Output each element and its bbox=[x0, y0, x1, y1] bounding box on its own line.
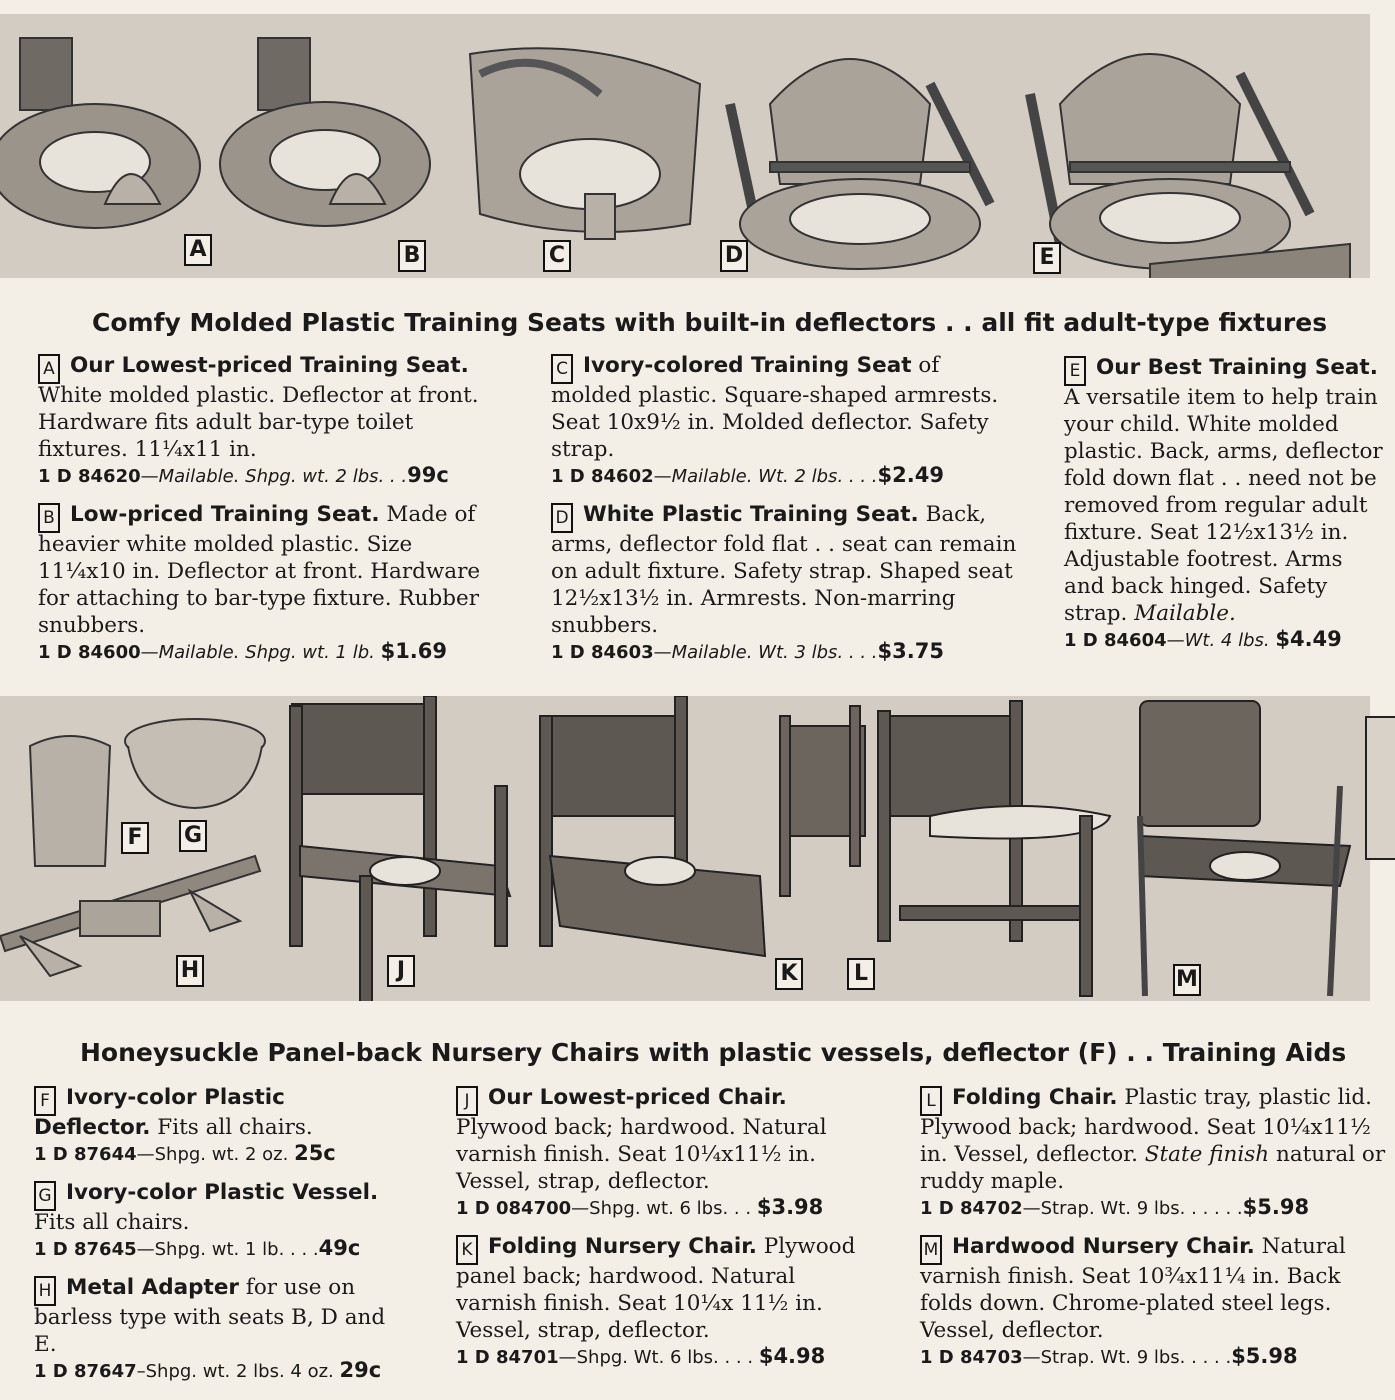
product-l-price: $5.98 bbox=[1242, 1195, 1310, 1219]
product-e-body: A versatile item to help train your child. White molded plastic. Back, arms, deflector fold down flat . . need not be removed from regular adult fixture. Seat 12½x13½ in. Adjustable footrest. Arms and back hinged. Safety strap. bbox=[1064, 385, 1383, 626]
product-e bbox=[1064, 354, 1388, 653]
product-e-mailable: Mailable. bbox=[1134, 601, 1236, 626]
product-d-note: —Mailable. Wt. 3 lbs. . . . bbox=[653, 642, 878, 663]
product-b-order bbox=[38, 639, 506, 665]
product-k-price: $4.98 bbox=[758, 1344, 826, 1368]
product-d-price: $3.75 bbox=[877, 639, 944, 663]
deflector-f-image bbox=[30, 736, 110, 866]
label-a: A bbox=[184, 234, 212, 266]
product-m-title: Hardwood Nursery Chair. bbox=[952, 1234, 1255, 1259]
product-e-price: $4.49 bbox=[1275, 627, 1342, 651]
product-l-note: —Strap. Wt. 9 lbs. . . . . . bbox=[1022, 1198, 1243, 1219]
product-f bbox=[34, 1084, 408, 1167]
label-k: K bbox=[775, 958, 803, 990]
product-h-order bbox=[34, 1358, 408, 1384]
chair-k-folded-image bbox=[780, 706, 865, 896]
product-l-body: Plastic tray, plastic lid. Plywood back; hardwood. Seat 10¼x11½ in. Vessel, deflector. bbox=[920, 1085, 1372, 1167]
label-m: M bbox=[1173, 964, 1201, 996]
seat-c-image bbox=[470, 48, 700, 239]
product-c-body: of molded plastic. Square-shaped armrests. Seat 10x9½ in. Molded deflector. Safety strap. bbox=[551, 353, 999, 462]
product-j bbox=[456, 1084, 874, 1221]
tag-d: D bbox=[551, 503, 573, 533]
product-d-code: 1 D 84603 bbox=[551, 642, 654, 663]
nursery-chairs-photo-band bbox=[0, 696, 1370, 1001]
section1-col2 bbox=[551, 352, 1017, 677]
product-j-order bbox=[456, 1195, 874, 1221]
section2-col1 bbox=[34, 1084, 408, 1396]
product-f-price: 25c bbox=[294, 1141, 336, 1165]
product-k-note: —Shpg. Wt. 6 lbs. . . . bbox=[558, 1347, 754, 1368]
product-d bbox=[551, 501, 1017, 665]
product-m bbox=[920, 1233, 1388, 1370]
product-m-body: Natural varnish finish. Seat 10¾x11¼ in. Back folds down. Chrome-plated steel legs. Vessel, deflector. bbox=[920, 1234, 1346, 1343]
section1-headline: Comfy Molded Plastic Training Seats with built-in deflectors . . all fit adult-type fixtures bbox=[92, 308, 1328, 337]
product-l-body2: natural or ruddy maple. bbox=[920, 1142, 1386, 1194]
product-l-title: Folding Chair. bbox=[952, 1085, 1118, 1110]
product-k-body: Plywood panel back; hardwood. Natural varnish finish. Seat 10¼x 11½ in. Vessel, strap, deflector. bbox=[456, 1234, 856, 1343]
product-c bbox=[551, 352, 1017, 489]
product-j-body: Plywood back; hardwood. Natural varnish finish. Seat 10¼x11½ in. Vessel, strap, deflector. bbox=[456, 1115, 827, 1194]
product-j-note: —Shpg. wt. 6 lbs. . . bbox=[571, 1198, 752, 1219]
product-k-code: 1 D 84701 bbox=[456, 1347, 559, 1368]
product-f-body: Fits all chairs. bbox=[157, 1115, 313, 1140]
section2-headline: Honeysuckle Panel-back Nursery Chairs with plastic vessels, deflector (F) . . Training Aids bbox=[80, 1038, 1347, 1067]
product-b-code: 1 D 84600 bbox=[38, 642, 141, 663]
product-g bbox=[34, 1179, 408, 1262]
product-k-order bbox=[456, 1344, 874, 1370]
section2-col3 bbox=[920, 1084, 1388, 1382]
product-e-note: —Wt. 4 lbs. bbox=[1166, 630, 1270, 651]
label-g: G bbox=[179, 820, 207, 852]
product-h-note: –Shpg. wt. 2 lbs. 4 oz. bbox=[136, 1361, 334, 1382]
product-m-note: —Strap. Wt. 9 lbs. . . . . bbox=[1022, 1347, 1232, 1368]
chair-l-image bbox=[878, 701, 1110, 996]
product-g-order bbox=[34, 1236, 408, 1262]
product-b-note: —Mailable. Shpg. wt. 1 lb. bbox=[140, 642, 375, 663]
product-f-title: Ivory-color Plastic Deflector. bbox=[34, 1085, 285, 1140]
product-c-price: $2.49 bbox=[877, 463, 944, 487]
product-k-title: Folding Nursery Chair. bbox=[488, 1234, 757, 1259]
tag-a: A bbox=[38, 354, 60, 384]
adapter-h-image bbox=[0, 856, 260, 976]
product-a-code: 1 D 84620 bbox=[38, 466, 141, 487]
seat-a-image bbox=[0, 38, 200, 228]
product-g-price: 49c bbox=[318, 1236, 361, 1260]
product-e-code: 1 D 84604 bbox=[1064, 630, 1167, 651]
product-c-code: 1 D 84602 bbox=[551, 466, 654, 487]
product-l bbox=[920, 1084, 1388, 1221]
seat-e-image bbox=[1030, 54, 1350, 278]
product-d-body: Back, arms, deflector fold flat . . seat can remain on adult fixture. Safety strap. Shaped seat 12½x13½ in. Armrests. Non-marring snubbers. bbox=[551, 502, 1017, 638]
tag-f: F bbox=[34, 1086, 56, 1116]
product-b bbox=[38, 501, 506, 665]
tag-m: M bbox=[920, 1235, 942, 1265]
tag-b: B bbox=[38, 503, 60, 533]
seat-d-image bbox=[730, 59, 990, 269]
product-g-note: —Shpg. wt. 1 lb. . . . bbox=[136, 1239, 319, 1260]
product-h-price: 29c bbox=[339, 1358, 382, 1382]
product-e-order bbox=[1064, 627, 1388, 653]
product-g-title: Ivory-color Plastic Vessel. bbox=[66, 1180, 379, 1205]
tag-c: C bbox=[551, 354, 573, 384]
product-k bbox=[456, 1233, 874, 1370]
product-f-note: —Shpg. wt. 2 oz. bbox=[136, 1144, 289, 1165]
product-h-code: 1 D 87647 bbox=[34, 1361, 137, 1382]
product-b-title: Low-priced Training Seat. bbox=[70, 502, 380, 527]
label-j: J bbox=[387, 955, 415, 987]
product-a-note: —Mailable. Shpg. wt. 2 lbs. . . bbox=[140, 466, 408, 487]
product-c-order bbox=[551, 463, 1017, 489]
training-seats-photo-band bbox=[0, 14, 1370, 278]
section1-col1 bbox=[38, 352, 506, 677]
tag-e: E bbox=[1064, 356, 1086, 386]
chair-m-image bbox=[1140, 701, 1350, 996]
product-a-title: Our Lowest-priced Training Seat. bbox=[70, 353, 469, 378]
product-m-order bbox=[920, 1344, 1388, 1370]
product-e-title: Our Best Training Seat. bbox=[1096, 355, 1378, 380]
product-j-price: $3.98 bbox=[756, 1195, 824, 1219]
product-a-order bbox=[38, 463, 506, 489]
section2-col2 bbox=[456, 1084, 874, 1382]
product-l-finish: State finish bbox=[1144, 1142, 1270, 1167]
edge-product-fragment bbox=[1365, 716, 1395, 860]
product-l-code: 1 D 84702 bbox=[920, 1198, 1023, 1219]
tag-l: L bbox=[920, 1086, 942, 1116]
product-h-body: for use on barless type with seats B, D and E. bbox=[34, 1275, 386, 1357]
label-e: E bbox=[1033, 242, 1061, 274]
product-c-note: —Mailable. Wt. 2 lbs. . . . bbox=[653, 466, 878, 487]
product-a-price: 99c bbox=[407, 463, 449, 487]
tag-k: K bbox=[456, 1235, 478, 1265]
tag-g: G bbox=[34, 1181, 56, 1211]
seat-b-image bbox=[220, 38, 430, 226]
product-a-body: White molded plastic. Deflector at front. Hardware fits adult bar-type toilet fixtures. 11¼x11 in. bbox=[38, 383, 479, 462]
label-h: H bbox=[176, 955, 204, 987]
vessel-g-image bbox=[125, 719, 265, 808]
product-g-code: 1 D 87645 bbox=[34, 1239, 137, 1260]
label-l: L bbox=[847, 958, 875, 990]
product-m-price: $5.98 bbox=[1231, 1344, 1298, 1368]
product-d-order bbox=[551, 639, 1017, 665]
product-h-title: Metal Adapter bbox=[66, 1275, 240, 1300]
product-b-price: $1.69 bbox=[380, 639, 448, 663]
product-c-title: Ivory-colored Training Seat bbox=[583, 353, 912, 378]
label-d: D bbox=[720, 240, 748, 272]
tag-h: H bbox=[34, 1276, 56, 1306]
product-j-title: Our Lowest-priced Chair. bbox=[488, 1085, 787, 1110]
label-b: B bbox=[398, 240, 426, 272]
section1-col3 bbox=[1064, 354, 1388, 665]
product-f-order bbox=[34, 1141, 408, 1167]
product-b-body: Made of heavier white molded plastic. Size 11¼x10 in. Deflector at front. Hardware for attaching to bar-type fixture. Rubber snubbers. bbox=[38, 502, 481, 638]
label-f: F bbox=[121, 822, 149, 854]
product-g-body: Fits all chairs. bbox=[34, 1210, 190, 1235]
product-h bbox=[34, 1274, 408, 1384]
label-c: C bbox=[543, 240, 571, 272]
product-a bbox=[38, 352, 506, 489]
product-d-title: White Plastic Training Seat. bbox=[583, 502, 919, 527]
product-f-code: 1 D 87644 bbox=[34, 1144, 137, 1165]
tag-j: J bbox=[456, 1086, 478, 1116]
product-l-order bbox=[920, 1195, 1388, 1221]
chair-k-image bbox=[540, 696, 765, 956]
product-m-code: 1 D 84703 bbox=[920, 1347, 1023, 1368]
product-j-code: 1 D 084700 bbox=[456, 1198, 572, 1219]
